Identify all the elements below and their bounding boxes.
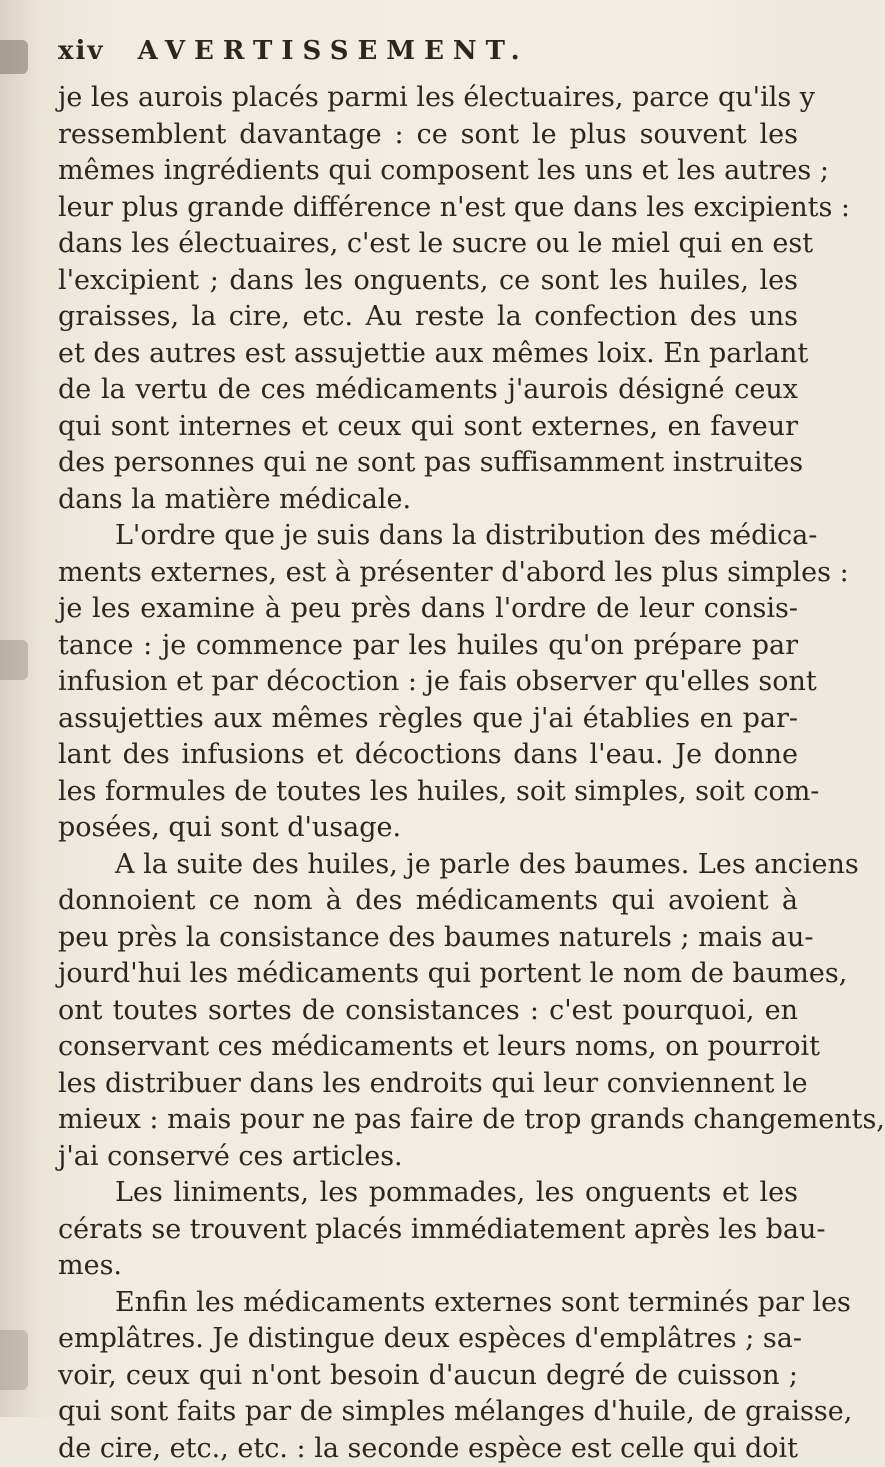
text-line: cérats se trouvent placés immédiatement après les bau- bbox=[58, 1212, 798, 1249]
body-text bbox=[58, 80, 798, 1467]
text-line: leur plus grande différence n'est que dans les excipients : bbox=[58, 190, 798, 227]
text-line: mieux : mais pour ne pas faire de trop grands changements, bbox=[58, 1102, 798, 1139]
text-line: tance : je commence par les huiles qu'on prépare par bbox=[58, 628, 798, 665]
text-line: Enfin les médicaments externes sont terminés par les bbox=[58, 1285, 798, 1322]
text-line: peu près la consistance des baumes naturels ; mais au- bbox=[58, 920, 798, 957]
text-line: je les examine à peu près dans l'ordre de leur consis- bbox=[58, 591, 798, 628]
running-header bbox=[58, 36, 529, 66]
text-line: de la vertu de ces médicaments j'aurois désigné ceux bbox=[58, 372, 798, 409]
page-edge-stain bbox=[0, 1330, 28, 1390]
text-line: emplâtres. Je distingue deux espèces d'emplâtres ; sa- bbox=[58, 1321, 798, 1358]
text-line: assujetties aux mêmes règles que j'ai établies en par- bbox=[58, 701, 798, 738]
text-line: qui sont faits par de simples mélanges d'huile, de graisse, bbox=[58, 1394, 798, 1431]
text-line: j'ai conservé ces articles. bbox=[58, 1139, 798, 1176]
text-line: je les aurois placés parmi les électuaires, parce qu'ils y bbox=[58, 80, 798, 117]
text-line: conservant ces médicaments et leurs noms, on pourroit bbox=[58, 1029, 798, 1066]
paragraph bbox=[58, 847, 798, 1176]
paragraph bbox=[58, 1285, 798, 1467]
text-line: les distribuer dans les endroits qui leur conviennent le bbox=[58, 1066, 798, 1103]
paragraph bbox=[58, 80, 798, 518]
text-line: Les liniments, les pommades, les onguents et les bbox=[58, 1175, 798, 1212]
text-line: l'excipient ; dans les onguents, ce sont les huiles, les bbox=[58, 263, 798, 300]
text-line: ments externes, est à présenter d'abord les plus simples : bbox=[58, 555, 798, 592]
text-line: posées, qui sont d'usage. bbox=[58, 810, 798, 847]
text-line: voir, ceux qui n'ont besoin d'aucun degré de cuisson ; bbox=[58, 1358, 798, 1395]
text-line: ont toutes sortes de consistances : c'est pourquoi, en bbox=[58, 993, 798, 1030]
text-line: A la suite des huiles, je parle des baumes. Les anciens bbox=[58, 847, 798, 884]
text-line: des personnes qui ne sont pas suffisamment instruites bbox=[58, 445, 798, 482]
text-line: ressemblent davantage : ce sont le plus souvent les bbox=[58, 117, 798, 154]
text-line: mêmes ingrédients qui composent les uns et les autres ; bbox=[58, 153, 798, 190]
page-edge-stain bbox=[0, 640, 28, 680]
page-edge-stain bbox=[0, 40, 28, 74]
paragraph bbox=[58, 1175, 798, 1285]
text-line: de cire, etc., etc. : la seconde espèce est celle qui doit bbox=[58, 1431, 798, 1467]
page-number: xiv bbox=[58, 36, 105, 66]
text-line: jourd'hui les médicaments qui portent le nom de baumes, bbox=[58, 956, 798, 993]
text-line: qui sont internes et ceux qui sont externes, en faveur bbox=[58, 409, 798, 446]
paragraph bbox=[58, 518, 798, 847]
text-line: infusion et par décoction : je fais observer qu'elles sont bbox=[58, 664, 798, 701]
text-line: dans la matière médicale. bbox=[58, 482, 798, 519]
text-line: graisses, la cire, etc. Au reste la confection des uns bbox=[58, 299, 798, 336]
text-line: les formules de toutes les huiles, soit simples, soit com- bbox=[58, 774, 798, 811]
text-line: L'ordre que je suis dans la distribution des médica- bbox=[58, 518, 798, 555]
running-title: AVERTISSEMENT. bbox=[138, 36, 529, 66]
text-line: mes. bbox=[58, 1248, 798, 1285]
text-line: et des autres est assujettie aux mêmes loix. En parlant bbox=[58, 336, 798, 373]
text-line: dans les électuaires, c'est le sucre ou le miel qui en est bbox=[58, 226, 798, 263]
text-line: lant des infusions et décoctions dans l'eau. Je donne bbox=[58, 737, 798, 774]
text-line: donnoient ce nom à des médicaments qui avoient à bbox=[58, 883, 798, 920]
